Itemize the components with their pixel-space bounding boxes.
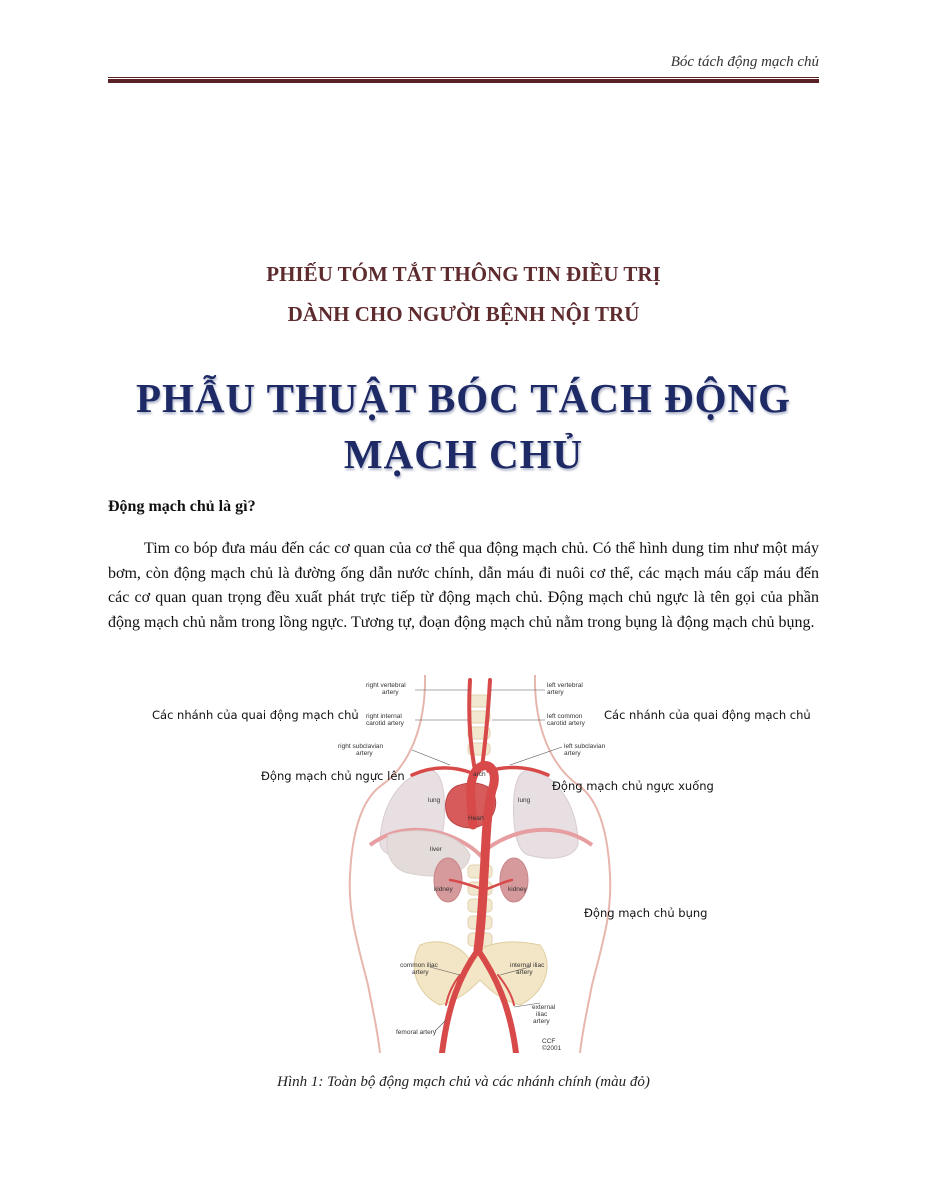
header-rule [108, 77, 819, 83]
label-internal-iliac-2: artery [516, 969, 533, 976]
label-left-common-1: left common [547, 713, 583, 720]
label-left-vertebral-2: artery [547, 689, 564, 696]
header-title: Bóc tách động mạch chủ [670, 54, 819, 70]
label-lung-left: lung [428, 797, 441, 804]
label-liver: liver [430, 846, 442, 853]
document-subtitle [0, 254, 927, 334]
label-external-iliac-2: iliac [536, 1011, 548, 1018]
label-right-internal-2: carotid artery [366, 720, 404, 727]
torso-outline-right [535, 675, 610, 1053]
figure-caption: Hình 1: Toàn bộ động mạch chủ và các nhánh chính (màu đỏ) [277, 1074, 650, 1090]
main-title-line-1: PHẪU THUẬT BÓC TÁCH ĐỘNG [135, 375, 792, 421]
aorta-illustration [330, 675, 630, 1053]
label-right-internal-1: right internal [366, 713, 402, 720]
annotation-ascending: Động mạch chủ ngực lên [261, 769, 405, 783]
label-right-subclavian-2: artery [356, 750, 373, 757]
subtitle-line-2: DÀNH CHO NGƯỜI BỆNH NỘI TRÚ [287, 302, 640, 326]
label-external-iliac-1: external [532, 1004, 556, 1011]
kidney-left [434, 858, 462, 902]
annotation-branches-left: Các nhánh của quai động mạch chủ [152, 708, 359, 722]
annotation-descending: Động mạch chủ ngực xuống [552, 779, 714, 793]
label-left-subclavian-2: artery [564, 750, 581, 757]
subtitle-line-1: PHIẾU TÓM TẮT THÔNG TIN ĐIỀU TRỊ [266, 262, 661, 286]
label-left-subclavian-1: left subclavian [564, 743, 606, 750]
label-left-common-2: carotid artery [547, 720, 585, 727]
label-common-iliac-1: common iliac [400, 962, 438, 969]
annotation-branches-right: Các nhánh của quai động mạch chủ [604, 708, 811, 722]
kidney-right [500, 858, 528, 902]
main-title [0, 370, 927, 482]
label-left-vertebral-1: left vertebral [547, 682, 583, 689]
label-kidney-right: kidney [508, 886, 527, 893]
label-internal-iliac-1: internal iliac [510, 962, 545, 969]
label-kidney-left: kidney [434, 886, 453, 893]
label-heart: Heart [468, 815, 484, 822]
section-heading: Động mạch chủ là gì? [108, 498, 256, 515]
label-external-iliac-3: artery [533, 1018, 550, 1025]
label-femoral: femoral artery [396, 1029, 437, 1036]
label-right-vertebral-1: right vertebral [366, 682, 406, 689]
main-title-line-2: MẠCH CHỦ [343, 431, 584, 477]
annotation-abdominal: Động mạch chủ bụng [584, 906, 708, 920]
label-right-vertebral-2: artery [382, 689, 399, 696]
header-rule-thin [108, 77, 819, 78]
header-rule-thick [108, 79, 819, 83]
body-paragraph: Tim co bóp đưa máu đến các cơ quan của cơ thể qua động mạch chủ. Có thể hình dung tim như một máy bơm, còn động mạch chủ là đường ống dẫn nước chính, dẫn máu đi nuôi cơ thể, các mạch máu cấp máu đến các cơ quan quan trọng đều xuất phát trực tiếp từ động mạch chủ. Động mạch chủ ngực là tên gọi của phần động mạch chủ nằm trong lồng ngực. Tương tự, đoạn động mạch chủ nằm trong bụng là động mạch chủ bụng. [108, 540, 819, 631]
copyright-1: CCF [542, 1038, 556, 1045]
anatomy-figure [330, 675, 630, 1053]
label-arch: arch [473, 771, 486, 778]
label-lung-right: lung [518, 797, 531, 804]
label-common-iliac-2: artery [412, 969, 429, 976]
copyright-2: ©2001 [542, 1045, 562, 1052]
label-right-subclavian-1: right subclavian [338, 743, 384, 750]
